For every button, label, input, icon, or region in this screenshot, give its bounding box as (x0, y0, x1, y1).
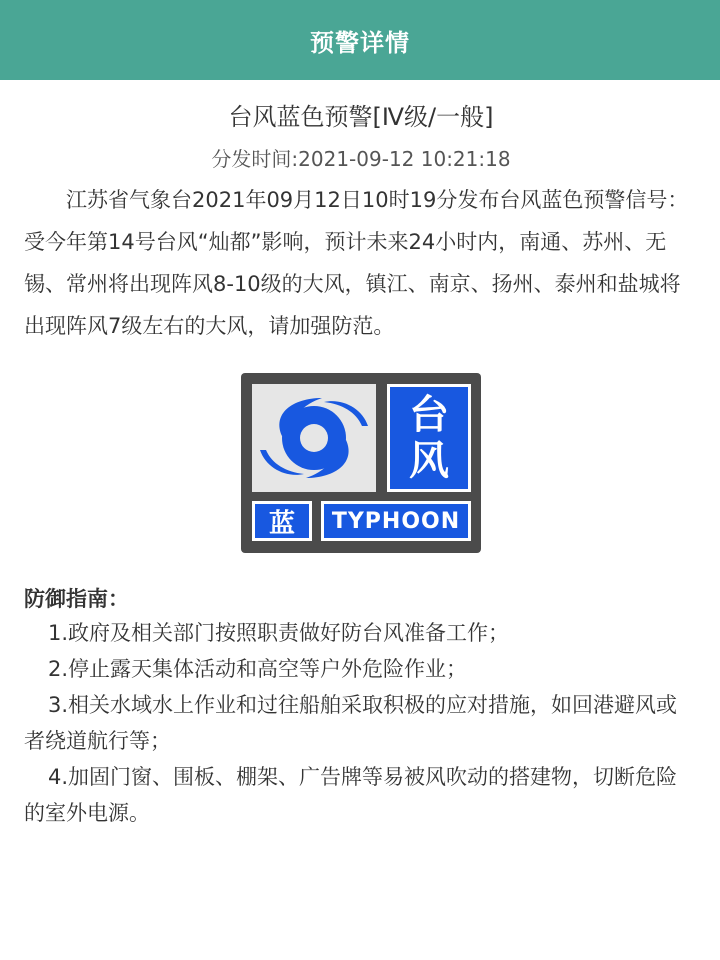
warning-detail (0, 100, 720, 831)
page-title: 预警详情 (310, 28, 410, 57)
guide-item-4: 4.加固门窗、围板、棚架、广告牌等易被风吹动的搭建物，切断危险的室外电源。 (24, 765, 678, 825)
typhoon-swirl-icon (252, 384, 376, 492)
issue-time: 分发时间:2021-09-12 10:21:18 (211, 147, 511, 171)
warning-body: 江苏省气象台2021年09月12日10时19分发布台风蓝色预警信号：受今年第14号台风“灿都”影响，预计未来24小时内，南通、苏州、无锡、常州将出现阵风8-10级的大风，镇江、南京、扬州、泰州和盐城将出现阵风7级左右的大风，请加强防范。 (24, 188, 689, 338)
guide-item-1: 1.政府及相关部门按照职责做好防台风准备工作； (48, 621, 510, 645)
app-header (0, 0, 720, 80)
warning-title: 台风蓝色预警[Ⅳ级/一般] (228, 103, 494, 131)
guide-item-2: 2.停止露天集体活动和高空等户外危险作业； (48, 657, 468, 681)
typhoon-english-label: TYPHOON (321, 501, 471, 541)
typhoon-warning-icon-wrap (24, 373, 698, 553)
warning-level-badge: 蓝 (252, 501, 312, 541)
typhoon-chinese-label (387, 384, 471, 492)
typhoon-blue-warning-icon (241, 373, 481, 553)
guide-item-3: 3.相关水域水上作业和过往船舶采取积极的应对措施，如回港避风或者绕道航行等； (24, 693, 678, 753)
defense-guide-heading: 防御指南： (24, 587, 129, 611)
typhoon-char-bottom: 风 (409, 438, 449, 484)
typhoon-char-top: 台 (409, 392, 449, 438)
